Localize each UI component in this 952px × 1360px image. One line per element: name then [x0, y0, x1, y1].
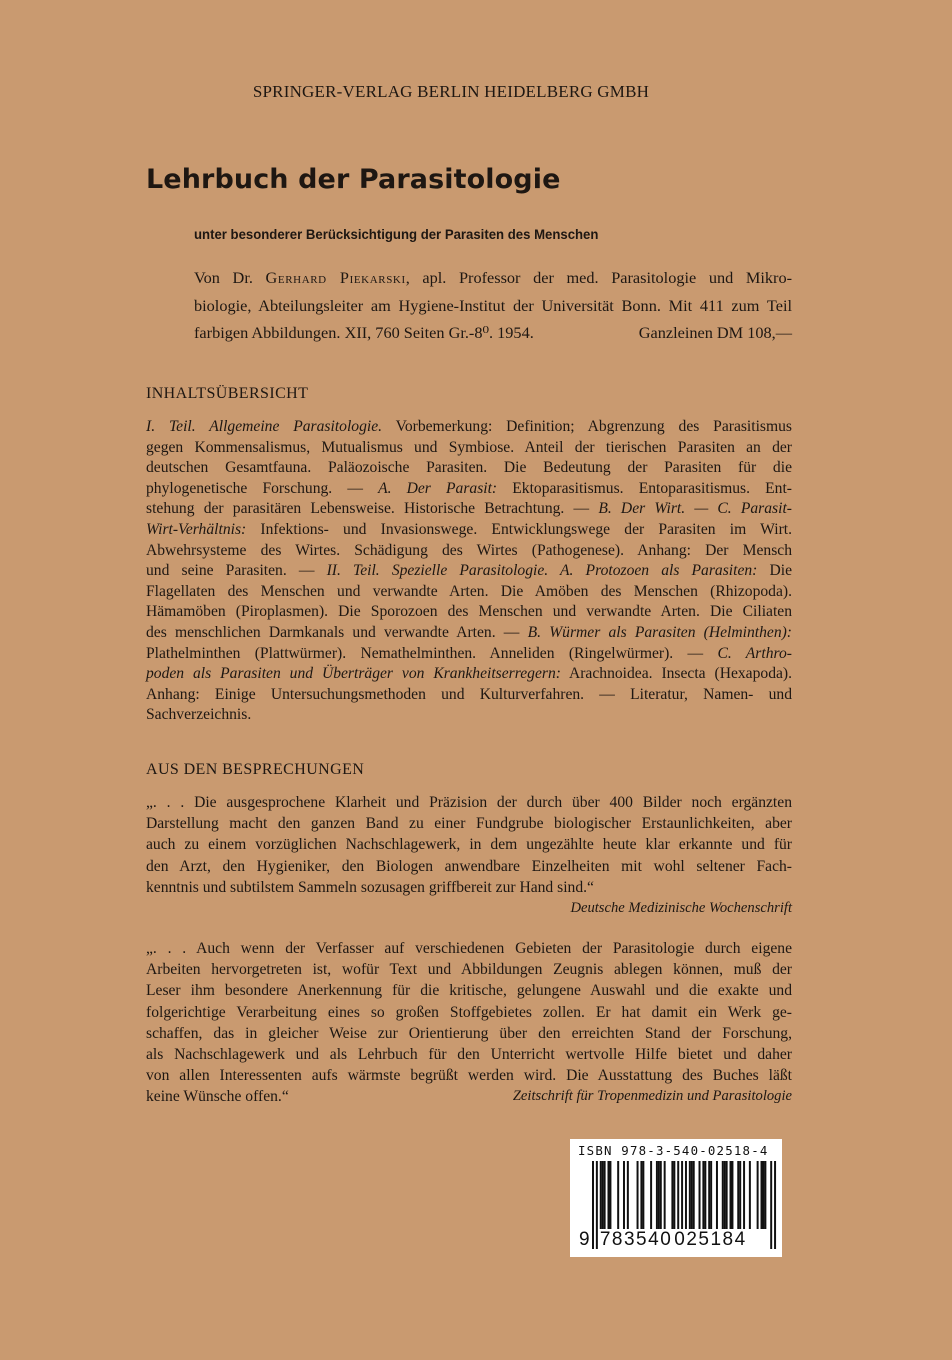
barcode-bar — [673, 1161, 675, 1229]
barcode-bar — [609, 1161, 611, 1229]
author-name: Gerhard Piekarski — [265, 268, 406, 287]
barcode-bar — [689, 1161, 691, 1229]
barcode-bar — [764, 1161, 766, 1229]
barcode-bar — [730, 1161, 732, 1229]
review-line: „. . . Die ausgesprochene Klarheit und Präzision der durch über 400 Bilder noch ergänzten — [146, 794, 792, 811]
isbn-label: ISBN 978-3-540-02518-4 — [578, 1143, 769, 1158]
toc-line: Plathelminthen (Plattwürmer). Nemathelminthen. Anneliden (Ringelwürmer). — C. Arthro- — [146, 644, 792, 662]
review-line: kenntnis und subtilstem Sammeln sozusagen griffbereit zur Hand sind.“ — [146, 878, 594, 896]
isbn-barcode — [570, 1139, 782, 1257]
toc-line: poden als Parasiten und Überträger von Krankheitserregern: Arachnoidea. Insecta (Hexapoda). — [146, 665, 793, 683]
barcode-bar — [600, 1161, 602, 1229]
review-line: „. . . Auch wenn der Verfasser auf verschiedenen Gebieten der Parasitologie durch eigene — [146, 940, 792, 957]
review-line: Arbeiten hervorgetreten ist, wofür Text und Abbildungen Zeugnis ablegen können, muß der — [146, 961, 792, 979]
review-line: von allen Interessenten aufs wärmste begrüßt werden wird. Die Ausstattung des Buches läßt — [146, 1067, 792, 1085]
toc-body — [146, 417, 792, 726]
barcode-bar — [749, 1161, 751, 1229]
barcode-bar — [627, 1161, 629, 1229]
barcode-bar — [710, 1161, 712, 1229]
barcode-bar — [677, 1161, 679, 1229]
review-line: schaffen, das in gleicher Weise zur Orientierung über den erreichten Stand der Forschung, — [146, 1024, 792, 1042]
toc-line: Flagellaten des Menschen und verwandte Arten. Die Amöben des Menschen (Rhizopoda). — [146, 582, 792, 600]
toc-line: des menschlichen Darmkanals und verwandte Arten. — B. Würmer als Parasiten (Helminthen): — [146, 623, 793, 641]
barcode-bar — [708, 1161, 710, 1229]
barcode-bar — [664, 1161, 666, 1229]
review-1 — [146, 792, 792, 919]
review-line: als Nachschlagewerk und als Lehrbuch für den Unterricht wertvolle Hilfe bietet und daher — [146, 1046, 792, 1064]
barcode-bar — [617, 1161, 619, 1229]
review-line: folgerichtige Verarbeitung eines so großen Stoffgebietes zollen. Er hat damit ein Werk ge- — [146, 1003, 792, 1021]
toc-line: gegen Kommensalismus, Mutualismus und Symbiose. Anteil der tierischen Parasiten an der — [146, 438, 792, 456]
review-line: Leser ihm besondere Anerkennung für die kritische, gelungene Auswahl und die exakte und — [146, 982, 792, 1000]
review-2 — [146, 938, 792, 1108]
toc-line: Wirt-Verhältnis: Infektions- und Invasionswege. Entwicklungswege der Parasiten im Wirt. — [146, 520, 792, 538]
toc-line: stehung der parasitären Lebensweise. Historische Betrachtung. — B. Der Wirt. — C. Parasit- — [146, 500, 792, 518]
barcode-bar — [607, 1161, 609, 1229]
toc-line: I. Teil. Allgemeine Parasitologie. Vorbemerkung: Definition; Abgrenzung des Parasitismus — [146, 418, 792, 435]
barcode-bar — [726, 1161, 728, 1229]
toc-line: phylogenetische Forschung. — A. Der Parasit: Ektoparasitismus. Entoparasitismus. Ent- — [146, 479, 792, 497]
toc-line: Sachverzeichnis. — [146, 706, 252, 724]
author-line-2: biologie, Abteilungsleiter am Hygiene-Institut der Universität Bonn. Mit 411 zum Teil — [194, 295, 792, 315]
toc-line: deutschen Gesamtfauna. Paläozoische Parasiten. Die Bedeutung der Parasiten für die — [146, 459, 792, 477]
author-paragraph — [194, 264, 792, 347]
barcode-bar — [693, 1161, 695, 1229]
review-source: Zeitschrift für Tropenmedizin und Parasitologie — [512, 1088, 792, 1105]
barcode-bar — [716, 1161, 718, 1229]
review-line: keine Wünsche offen.“ Zeitschrift für Tropenmedizin und Parasitologie — [146, 1086, 792, 1107]
toc-line: Anhang: Einige Untersuchungsmethoden und Kulturverfahren. — Literatur, Namen- und — [146, 685, 792, 703]
review-source: Deutsche Medizinische Wochenschrift — [570, 900, 792, 917]
ean-digits: 9 783540 025184 — [579, 1229, 747, 1250]
price: Ganzleinen DM 108,— — [638, 323, 792, 342]
barcode-bar — [762, 1161, 764, 1229]
barcode-bar — [642, 1161, 644, 1229]
barcode-bar — [699, 1161, 701, 1229]
toc-line: Hämamöben (Piroplasmen). Die Sporozoen des Menschen und verwandte Arten. Die Ciliaten — [146, 603, 792, 621]
barcode-bar — [650, 1161, 652, 1229]
book-subtitle: unter besonderer Berücksichtigung der Parasiten des Menschen — [194, 226, 599, 242]
barcode-bar — [724, 1161, 726, 1229]
review-line: Darstellung macht den ganzen Band zu einer Fundgrube biologischer Erstaunlichkeiten, aber — [146, 815, 792, 833]
toc-line: und seine Parasiten. — II. Teil. Spezielle Parasitologie. A. Protozoen als Parasiten: Die — [146, 562, 792, 580]
barcode-bar — [623, 1161, 625, 1229]
barcode-bar — [731, 1161, 733, 1229]
barcode-bar — [602, 1161, 604, 1229]
barcode-bar — [604, 1161, 606, 1229]
publisher-name: SPRINGER-VERLAG BERLIN HEIDELBERG GMBH — [252, 82, 650, 101]
barcode-bar — [640, 1161, 642, 1229]
book-title: Lehrbuch der Parasitologie — [146, 164, 561, 195]
barcode-bar — [757, 1161, 759, 1229]
toc-heading: INHALTSÜBERSICHT — [146, 385, 309, 402]
barcode-bar — [722, 1161, 724, 1229]
barcode-bar — [704, 1161, 706, 1229]
reviews-heading: AUS DEN BESPRECHUNGEN — [146, 761, 365, 778]
barcode-bar — [671, 1161, 673, 1229]
barcode-bar — [658, 1161, 660, 1229]
barcode-bar — [739, 1161, 741, 1229]
barcode-bar — [737, 1161, 739, 1229]
barcode-bar — [691, 1161, 693, 1229]
review-line: den Arzt, den Hygieniker, den Biologen anwendbare Einzelheiten mit wohl seltener Fach- — [146, 857, 792, 875]
barcode-bar — [660, 1161, 662, 1229]
barcode-bar — [743, 1161, 745, 1229]
barcode-bar — [761, 1161, 763, 1229]
review-line: auch zu einem vorzüglichen Nachschlagewerk, in dem ungezählte heute klar erkannte und für — [146, 836, 792, 854]
toc-line: Abwehrsysteme des Wirtes. Schädigung des Wirtes (Pathogenese). Anhang: Der Mensch — [146, 541, 792, 559]
barcode-bar — [637, 1161, 639, 1229]
barcode-bar — [656, 1161, 658, 1229]
author-line-1: Von Dr. Gerhard Piekarski, apl. Professor der med. Parasitologie und Mikro- — [194, 268, 793, 287]
author-line-3: farbigen Abbildungen. XII, 760 Seiten Gr.-8⁰. 1954. Ganzleinen DM 108,— — [194, 319, 792, 347]
barcode-bar — [702, 1161, 704, 1229]
